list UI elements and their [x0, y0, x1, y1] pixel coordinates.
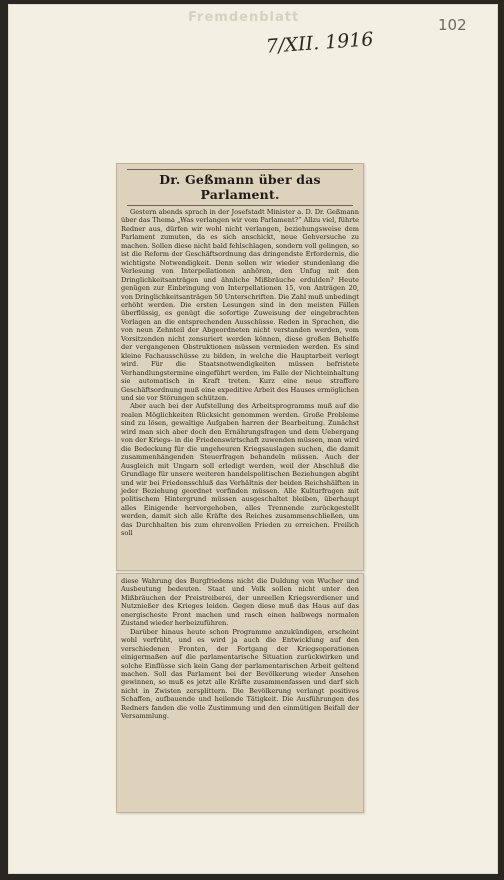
newspaper-masthead: Fremdenblatt — [188, 10, 300, 25]
paragraph: diese Wahrung des Burgfriedens nicht die Duldung von Wucher und Ausbeutung bedeuten. Staat und Volk sollen nicht unter den Mißbräuchen der Preistreiberei, der unreellen Kriegsverdiener und Nutznießer des Krieges leiden. Gegen diese muß das Haus auf das energischeste Front machen und rasch einen halbwegs normalen Zustand wieder herbeizuführen. — [121, 577, 359, 628]
article-headline: Dr. Geßmann über das Parlament. — [159, 172, 321, 202]
folio-number: 102 — [438, 16, 467, 34]
clipping-part-2 — [116, 573, 364, 813]
article-body-part-1 — [121, 208, 359, 538]
headline-rule-bottom — [127, 205, 353, 206]
handwritten-date: 7/XII. 1916 — [265, 28, 375, 58]
paragraph: Gestern abends sprach in der Josefstadt Minister a. D. Dr. Geßmann über das Thema „Was verlangen wir vom Parlament?“ Allzu viel, führte Redner aus, dürfen wir wohl nicht verlangen, beziehungsweise dem Parlament zumuten, da es sich anschickt, neue Gehversuche zu machen. Sollen diese nicht bald fehlschlagen, sondern voll gelingen, so ist die Reform der Geschäftsordnung das dringendste Erfordernis, die wichtigste Notwendigkeit. Denn sollen wir wieder stundenlang die Verlesung von Interpellationen anhören, den Unfug mit den Dringlichkeitsanträgen und ähnliche Mißbräuche erdulden? Heute genügen zur Einbringung von Interpellationen 15, von Anträgen 20, von Dringlichkeitsanträgen 50 Unterschriften. Die Zahl muß unbedingt erhöht werden. Die ersten Lesungen sind in den meisten Fällen überflüssig, es genügt die sofortige Zuweisung der eingebrachten Vorlagen an die entsprechenden Ausschüsse. Reden in Sprachen, die von neun Zehnteil der Abgeordneten nicht verstanden werden, vom Vorsitzenden nicht zensuriert werden können, diese großen Behelfe der vergangenen Obstruktionen müssen vermieden werden. Es sind kleine Fachausschüsse zu bilden, in welche die Hauptarbeit verlegt wird. Für die Staatsnotwendigkeiten müssen befristete Verhandlungstermine eingeführt werden, im Falle der Nichteinhaltung sie automatisch in Kraft treten. Kurz eine neue straffere Geschäftsordnung muß eine expeditive Arbeit des Hauses ermöglichen und sie vor Störungen schützen. — [121, 208, 359, 402]
paragraph: Aber auch bei der Aufstellung des Arbeitsprogramms muß auf die realen Möglichkeiten Rücksicht genommen werden. Große Probleme sind zu lösen, gewaltige Aufgaben harren der Bearbeitung. Zunächst wird man sich aber doch den Ernährungsfragen und dem Uebergang von der Kriegs- in die Friedenswirtschaft zuwenden müssen, man wird die Bedeckung für die ungeheuren Kriegsauslagen suchen, die damit zusammenhängenden Steuerfragen behandeln müssen. Auch der Ausgleich mit Ungarn soll erledigt werden, weil der Abschluß die Grundlage für unsere weiteren handelspolitischen Beziehungen abgibt und wir bei Friedensschluß das Verhältnis der beiden Reichshälften in jeder Beziehung geordnet vorfinden müssen. Alle Kulturfragen mit politischem Hintergrund müssen ausgeschaltet bleiben, überhaupt alles Einigende hervorgehoben, alles Trennende zurückgestellt werden, damit sich alle Kräfte des Reiches zusammenschließen, um das Durchhalten bis zum ehrenvollen Frieden zu erreichen. Freilich soll — [121, 402, 359, 538]
headline-rule-top — [127, 169, 353, 170]
article-body-part-2 — [121, 577, 359, 721]
paragraph: Darüber hinaus heute schon Programme anzukündigen, erscheint wohl verfrüht, und es wird ja auch die Entwicklung auf den verschiedenen Fronten, der Fortgang der Kriegsoperationen einigermaßen auf die parlamentarische Situation zurückwirken und solche Einflüsse sich kein Gang der parlamentarischen Arbeit geltend machen. Soll das Parlament bei der Bevölkerung wieder Ansehen gewinnen, so muß es jetzt alle Kräfte zusammenfassen und darf sich nicht in Zwisten zersplittern. Die Bevölkerung verlangt positives Schaffen, aufbauende und heilende Tätigkeit. Die Ausführungen des Redners fanden die volle Zustimmung und den einmütigen Beifall der Versammlung. — [121, 627, 359, 721]
archive-sheet — [8, 4, 498, 874]
clipping-part-1 — [116, 163, 364, 571]
